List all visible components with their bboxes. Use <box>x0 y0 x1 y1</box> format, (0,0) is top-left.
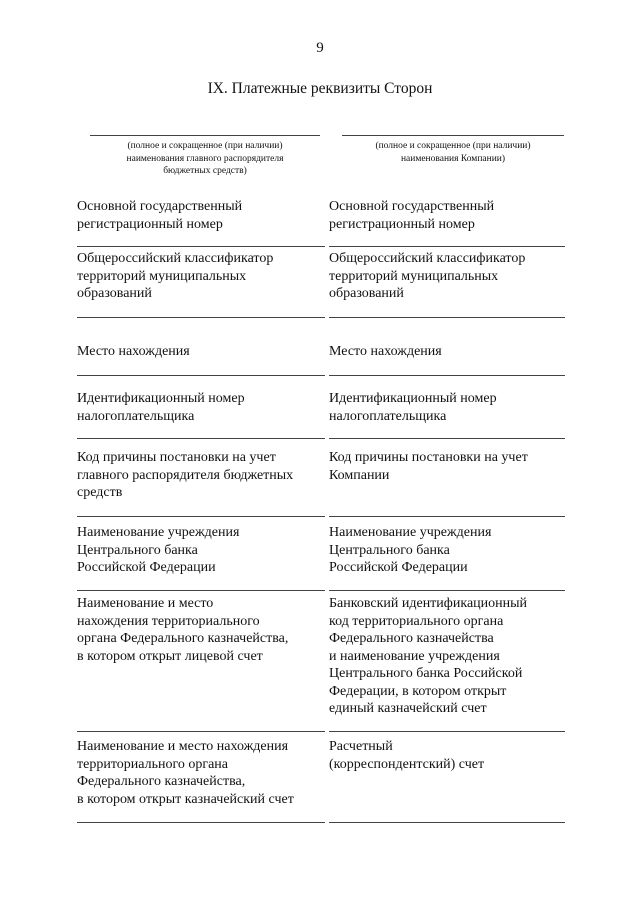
field-right-bik <box>329 595 565 718</box>
field-label: Основной государственный регистрационный номер <box>329 199 495 232</box>
section-title: IX. Платежные реквизиты Сторон <box>207 80 433 97</box>
field-label: Наименование учреждения Центрального банка Российской Федерации <box>77 525 240 575</box>
field-right-oktmo <box>329 250 565 303</box>
field-left-treasury-account-line <box>77 822 325 823</box>
field-left-address <box>77 343 325 361</box>
field-right-ogrn <box>329 198 565 233</box>
field-left-oktmo <box>77 250 325 303</box>
field-right-inn <box>329 390 565 425</box>
field-right-settlement-account <box>329 738 565 773</box>
field-label: Банковский идентификационный код территориального органа Федерального казначейства и наименование учреждения Центрального банка Российской Федерации, в котором открыт единый казначейский счет <box>329 596 528 716</box>
field-right-address <box>329 343 565 361</box>
field-left-treasury-personal <box>77 595 325 665</box>
field-label: Общероссийский классификатор территорий муниципальных образований <box>329 251 526 301</box>
field-right-oktmo-line <box>329 317 565 318</box>
field-left-treasury-personal-line <box>77 731 325 732</box>
party-left-caption: (полное и сокращенное (при наличии) наименования главного распорядителя бюджетных средств) <box>90 135 320 178</box>
field-right-kpp <box>329 449 565 484</box>
field-left-oktmo-line <box>77 317 325 318</box>
field-label: Идентификационный номер налогоплательщика <box>329 391 497 424</box>
field-left-inn-line <box>77 438 325 439</box>
field-left-address-line <box>77 375 325 376</box>
field-right-ogrn-line <box>329 246 565 247</box>
field-label: Расчетный (корреспондентский) счет <box>329 739 485 772</box>
field-label: Место нахождения <box>77 344 190 359</box>
field-right-bik-line <box>329 731 565 732</box>
party-right-caption: (полное и сокращенное (при наличии) наименования Компании) <box>342 135 564 165</box>
field-right-bank-line <box>329 590 565 591</box>
field-right-inn-line <box>329 438 565 439</box>
field-label: Код причины постановки на учет главного распорядителя бюджетных средств <box>77 450 294 500</box>
field-left-kpp-line <box>77 516 325 517</box>
field-left-ogrn-line <box>77 246 325 247</box>
field-left-ogrn <box>77 198 325 233</box>
field-label: Наименование и место нахождения территориального органа Федерального казначейства, в котором открыт лицевой счет <box>77 596 289 664</box>
field-left-kpp <box>77 449 325 502</box>
field-left-bank <box>77 524 325 577</box>
field-left-inn <box>77 390 325 425</box>
field-left-treasury-account <box>77 738 325 808</box>
field-label: Код причины постановки на учет Компании <box>329 450 528 483</box>
field-label: Наименование учреждения Центрального банка Российской Федерации <box>329 525 492 575</box>
field-right-settlement-account-line <box>329 822 565 823</box>
field-label: Идентификационный номер налогоплательщика <box>77 391 245 424</box>
field-label: Основной государственный регистрационный номер <box>77 199 243 232</box>
page-number: 9 <box>316 40 324 56</box>
field-left-bank-line <box>77 590 325 591</box>
field-label: Наименование и место нахождения территориального органа Федерального казначейства, в котором открыт казначейский счет <box>77 739 294 807</box>
field-label: Место нахождения <box>329 344 442 359</box>
field-right-bank <box>329 524 565 577</box>
field-right-kpp-line <box>329 516 565 517</box>
field-label: Общероссийский классификатор территорий муниципальных образований <box>77 251 274 301</box>
field-right-address-line <box>329 375 565 376</box>
